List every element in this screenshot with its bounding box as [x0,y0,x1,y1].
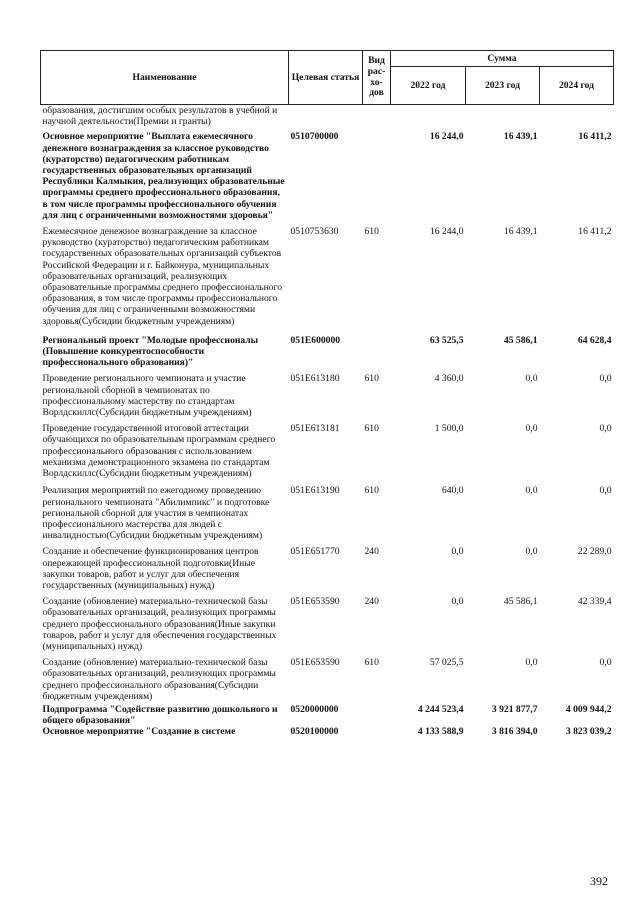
row-value-2022: 1 500,0 [434,423,464,435]
row-value-2023: 0,0 [525,485,538,497]
row-code: 0510700000 [290,131,339,143]
row-value-2022: 57 025,5 [429,657,464,669]
row-code: 051E653590 [290,657,340,669]
row-name: Подпрограмма "Содействие развитию дошкольного и общего образования" [42,703,278,727]
row-value-2022: 640,0 [441,485,464,497]
row-name: образования, достигшим особых результатов в учебной и научной деятельности(Премии и гранты) [42,105,278,128]
row-name: Региональный проект "Молодые профессионалы (Повышение конкурентоспособности профессионального образования)" [42,334,259,369]
table-row [41,373,614,423]
row-code: 0510753630 [290,226,339,238]
header-code: Целевая статья [289,51,363,105]
row-value-2022: 4 360,0 [434,373,464,385]
table-row [41,657,614,704]
row-name: Проведение государственной итоговой аттестации обучающихся по образовательным программам среднего профессионального образования с использованием механизма демонстрационного экзамена по стандартам Ворлдскиллс(Субсидии бюджетным учреждениям) [42,423,276,480]
row-name: Основное мероприятие "Создание в системе [42,726,236,738]
row-value-2022: 4 133 588,9 [417,726,464,738]
row-vid [363,704,391,726]
row-name: Создание (обновление) материально-технической базы образовательных организаций, реализующих программы среднего профессионального образования(Иные закупки товаров, работ и услуг для обеспечения государственных (муниципальных) нужд) [42,596,277,652]
row-value-2022: 16 244,0 [429,131,464,143]
row-code: 051E613181 [290,423,340,435]
page-number: 392 [590,874,608,888]
row-vid [363,335,391,374]
header-name: Наименование [41,51,289,105]
row-value-2022: 63 525,5 [429,334,464,346]
header-vid: Вид рас-хо-дов [363,51,391,105]
header-2023: 2023 год [466,67,540,105]
row-code: 051E651770 [290,546,340,558]
row-vid: 610 [364,373,379,385]
row-value-2023 [466,105,540,132]
row-code: 0520000000 [290,703,339,715]
row-code: 051E653590 [290,596,340,608]
row-name: Проведение регионального чемпионата и участие региональной сборной в чемпионатах по профессиональному мастерству по стандартам Ворлдскиллс(Субсидии бюджетным учреждениям) [42,373,252,419]
row-value-2023: 16 439,1 [503,131,538,143]
row-code: 0520100000 [290,726,339,738]
row-value-2022: 16 244,0 [429,226,464,238]
row-vid: 610 [364,423,379,435]
header-2024: 2024 год [540,67,614,105]
row-value-2023: 3 816 394,0 [491,726,538,738]
row-code: 051E600000 [290,334,341,346]
row-value-2023: 16 439,1 [503,226,538,238]
row-vid [363,726,391,737]
row-value-2023: 0,0 [525,657,538,669]
row-vid: 610 [364,226,379,238]
row-value-2024: 42 339,4 [577,596,612,608]
row-value-2023: 0,0 [525,423,538,435]
table-row [41,485,614,546]
row-value-2024: 3 823 039,2 [565,726,612,738]
row-value-2023: 0,0 [525,546,538,558]
header-sum: Сумма [391,51,614,67]
table-row [41,423,614,485]
row-value-2023: 0,0 [525,373,538,385]
row-name: Реализация мероприятий по ежегодному проведению регионального чемпионата "Абилимпикс" и подготовке региональной сборной для участия в чемпионатах профессионального мастерства для людей с инвалидностью(Субсидии бюджетным учреждениям) [42,485,270,542]
row-code [289,105,363,132]
table-row [41,546,614,596]
row-value-2023: 45 586,1 [503,596,538,608]
row-value-2022: 4 244 523,4 [417,703,464,715]
row-value-2024 [540,105,614,132]
budget-table [40,50,614,738]
row-value-2024: 0,0 [599,373,612,385]
row-name: Создание и обеспечение функционирования центров опережающей профессиональной подготовки(Иные закупки товаров, работ и услуг для обеспечения государственных (муниципальных) нужд) [42,546,259,591]
row-value-2023: 3 921 877,7 [491,703,538,715]
row-value-2024: 64 628,4 [577,334,612,346]
table-row [41,105,614,132]
table-row [41,335,614,374]
row-vid: 610 [364,657,379,669]
row-value-2024: 0,0 [599,485,612,497]
row-value-2024: 22 289,0 [577,546,612,558]
row-value-2024: 0,0 [599,423,612,435]
table-header [41,51,614,105]
row-vid: 610 [364,485,379,497]
row-value-2022: 0,0 [451,546,464,558]
row-name: Основное мероприятие "Выплата ежемесячного денежного вознаграждения за классное руководство (кураторство) педагогическим работникам государственных образовательных организаций Республики Калмыкия, реализующих образовательные программы среднего профессионального образования, в том числе программы профессионального обучения для лиц с ограниченными возможностями здоровья" [42,131,285,221]
row-value-2024: 16 411,2 [578,226,612,238]
row-vid [363,105,391,132]
table-row [41,596,614,657]
table-row [41,726,614,737]
row-code: 051E613180 [290,373,340,385]
table-body [41,105,614,738]
table-row [41,226,614,335]
row-code: 051E613190 [290,485,340,497]
row-value-2023: 45 586,1 [503,334,538,346]
row-vid: 240 [364,596,379,608]
row-value-2024: 16 411,2 [578,131,612,143]
row-vid: 240 [364,546,379,558]
row-name: Создание (обновление) материально-технической базы образовательных организаций, реализующих программы среднего профессионального образования(Субсидии бюджетным учреждениям) [42,657,276,702]
table-row [41,131,614,226]
row-name: Ежемесячное денежное вознаграждение за классное руководство (кураторство) педагогическим работникам государственных образовательных организаций субъектов Российской Федерации и г. Байконура, муниципальных образовательных организаций, реализующих образовательные программы среднего профессионального образования, в том числе программы профессионального обучения для лиц с ограниченными возможностями здоровья(Субсидии бюджетным учреждениям) [42,226,283,327]
row-value-2024: 4 009 944,2 [565,703,612,715]
row-vid [363,131,391,226]
header-2022: 2022 год [391,67,466,105]
row-value-2024: 0,0 [599,657,612,669]
row-value-2022: 0,0 [451,596,464,608]
row-value-2022 [391,105,466,132]
table-row [41,704,614,726]
